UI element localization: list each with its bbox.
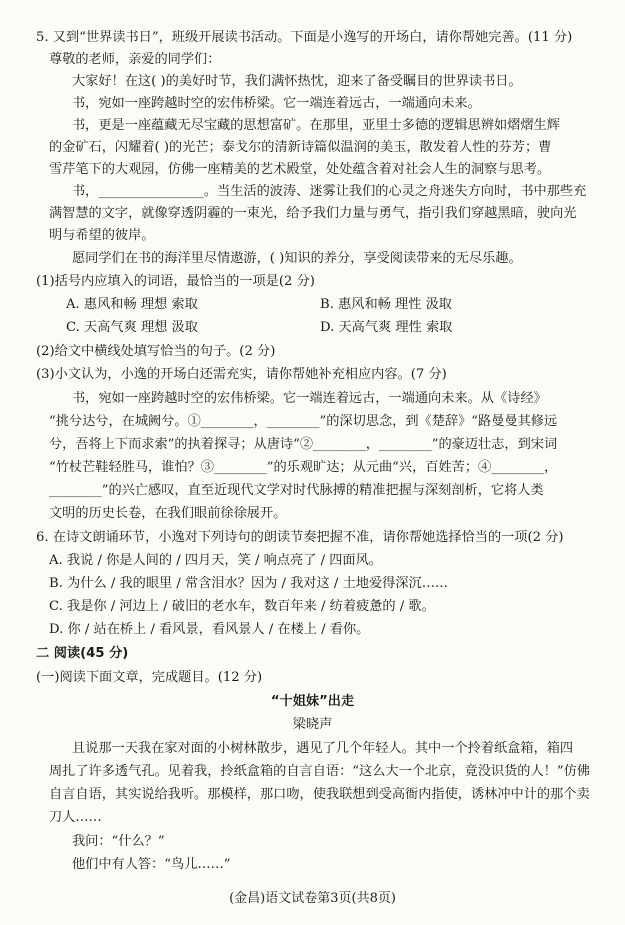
q5-p3-line3: 雪芹笔下的大观园，仿佛一座精美的艺术殿堂，处处蕴含着对社会人生的洞察与思考。 <box>49 162 551 177</box>
section2-heading: 二 阅读(45 分) <box>36 646 129 661</box>
q5-sub3-line5: ________”的兴亡感叹，直至近现代文学对时代脉搏的精准把握与深刻剖析，它将人类 <box>49 483 544 498</box>
q6-option-d: D. 你 / 站在桥上 / 看风景，看风景人 / 在楼上 / 看你。 <box>49 622 370 637</box>
q6-option-c: C. 我是你 / 河边上 / 破旧的老水车，数百年来 / 纺着疲惫的 / 歌。 <box>49 599 435 614</box>
q5-p1: 大家好！在这( )的美好时节，我们满怀热忱，迎来了备受瞩目的世界读书日。 <box>72 74 522 89</box>
q5-sub3-line3: 兮，吾将上下而求索”的执着探寻；从唐诗“②________，________”的豪迈壮志，到宋词 <box>49 437 558 452</box>
q6-option-b: B. 为什么 / 我的眼里 / 常含泪水？因为 / 我对这 / 土地爱得深沉…… <box>49 576 449 591</box>
article-body-line1: 且说那一天我在家对面的小树林散步，遇见了几个年轻人。其中一个拎着纸盒箱，箱四 <box>72 741 574 756</box>
q5-sub3-line2: “挑兮达兮，在城阙兮。①________，________”的深切思念，到《楚辞》“路曼曼其修远 <box>49 414 558 429</box>
article-title: “十姐妹”出走 <box>270 694 355 709</box>
q5-sub3: (3)小文认为，小逸的开场白还需充实，请你帮她补充相应内容。(7 分) <box>36 367 447 382</box>
q5-sub1-option-c: C. 天高气爽 理想 汲取 <box>66 320 198 335</box>
q5-p4-line1: 书，________________。当生活的波涛、迷雾让我们的心灵之舟迷失方向时，书中那些充 <box>72 184 587 199</box>
article-body-line5: 我问：“什么？” <box>72 834 165 849</box>
q5-sub3-line4: “竹杖芒鞋轻胜马，谁怕？③________”的乐观旷达；从元曲“兴，百姓苦；④________， <box>49 460 558 475</box>
q6-option-a: A. 我说 / 你是人间的 / 四月天，笑 / 响点亮了 / 四面风。 <box>49 553 382 568</box>
article-body-line3: 自言自语，其实说给我听。那模样，那口吻，使我联想到受高衙内指使，诱林冲中计的那个卖 <box>49 787 590 802</box>
page-footer: (金昌)语文试卷第3页(共8页) <box>229 891 396 906</box>
q5-stem: 5. 又到“世界读书日”，班级开展读书活动。下面是小逸写的开场白，请你帮她完善。(11 分) <box>36 30 573 45</box>
q5-sub1-option-b: B. 惠风和畅 理性 汲取 <box>320 297 452 312</box>
q5-sub3-line6: 文明的历史长卷，在我们眼前徐徐展开。 <box>49 506 287 521</box>
q5-p3-line1: 书，更是一座蕴藏无尽宝藏的思想富矿。在那里，亚里士多德的逻辑思辨如熠熠生辉 <box>72 118 560 133</box>
article-body-line2: 周扎了许多透气孔。见着我，拎纸盒箱的自言自语：“这么大一个北京，竟没识货的人！”仿佛 <box>49 764 590 779</box>
q5-p2: 书，宛如一座跨越时空的宏伟桥梁。它一端连着远古，一端通向未来。 <box>72 96 481 111</box>
q5-p5: 愿同学们在书的海洋里尽情遨游，( )知识的养分，享受阅读带来的无尽乐趣。 <box>72 251 522 266</box>
article-author: 梁晓声 <box>292 717 333 732</box>
article-body-line4: 刀人…… <box>49 810 102 825</box>
q5-sub3-line1: 书，宛如一座跨越时空的宏伟桥梁。它一端连着远古，一端通向未来。从《诗经》 <box>72 391 547 406</box>
q6-stem: 6. 在诗文朗诵环节，小逸对下列诗句的朗读节奏把握不准，请你帮她选择恰当的一项(2 分) <box>36 530 564 545</box>
q5-p4-line2: 满智慧的文字，就像穿透阴霾的一束光，给予我们力量与勇气，指引我们穿越黑暗，驶向光 <box>49 206 577 221</box>
q5-sub1: (1)括号内应填入的词语，最恰当的一项是(2 分) <box>36 274 315 289</box>
section2-sub: (一)阅读下面文章，完成题目。(12 分) <box>36 670 263 685</box>
q5-sub2: (2)给文中横线处填写恰当的句子。(2 分) <box>36 344 276 359</box>
q5-p4-line3: 明与希望的彼岸。 <box>49 228 155 243</box>
q5-sub1-option-a: A. 惠风和畅 理想 索取 <box>66 297 198 312</box>
q5-greeting: 尊敬的老师，亲爱的同学们： <box>49 52 221 67</box>
q5-sub1-option-d: D. 天高气爽 理性 索取 <box>320 320 453 335</box>
q5-p3-line2: 的金矿石，闪耀着( )的光芒；泰戈尔的清新诗篇似温润的美玉，散发着人性的芬芳；曹 <box>49 140 552 155</box>
article-body-line6: 他们中有人答：“鸟儿……” <box>72 857 231 872</box>
